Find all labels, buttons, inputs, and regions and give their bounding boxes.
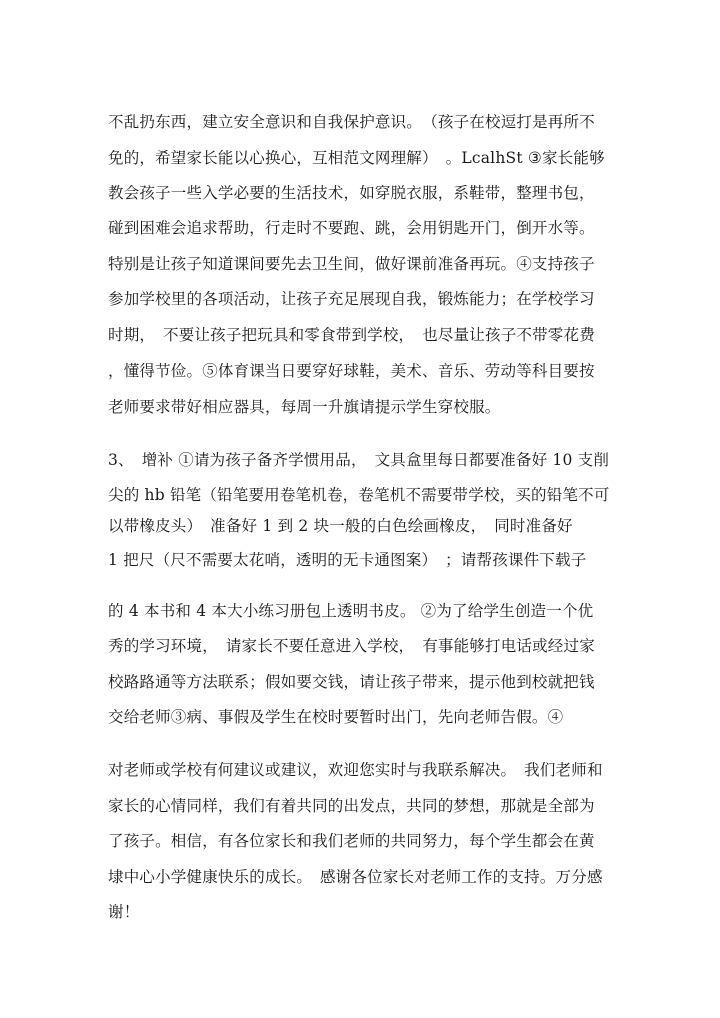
text-line: 不乱扔东西，建立安全意识和自我保护意识。 （孩子在校逗打是再所不 (108, 113, 595, 131)
text-line: 秀的学习环境， 请家长不要任意进入学校， 有事能够打电话或经过家 (108, 637, 595, 655)
text-line: 家长的心情同样，我们有着共同的出发点，共同的梦想，那就是全部为 (108, 797, 595, 815)
text-line: 教会孩子一些入学必要的生活技术，如穿脱衣服，系鞋带，整理书包， (108, 184, 595, 202)
text-line: 交给老师③病、事假及学生在校时要暂时出门，先向老师告假。④ (108, 708, 564, 726)
text-line: 免的，希望家长能以心换心，互相范文网理解） 。LcalhSt ③家长能够 (108, 149, 605, 167)
text-line: 的 4 本书和 4 本大小练习册包上透明书皮。 ②为了给学生创造一个优 (108, 602, 594, 620)
text-line: 老师要求带好相应器具，每周一升旗请提示学生穿校服。 (108, 398, 501, 416)
text-line: 对老师或学校有何建议或建议，欢迎您实时与我联系解决。 我们老师和 (108, 761, 603, 779)
text-line: 谢！ (108, 903, 140, 921)
text-line: 3、 增补 ①请为孩子备齐学惯用品， 文具盒里每日都要准备好 10 支削 (108, 451, 610, 469)
text-line: 参加学校里的各项活动，让孩子充足展现自我，锻炼能力；在学校学习 (108, 290, 595, 308)
text-line: 了孩子。相信，有各位家长和我们老师的共同努力，每个学生都会在黄 (108, 832, 595, 850)
text-line: 碰到困难会追求帮助，行走时不要跑、跳，会用钥匙开门，倒开水等。 (108, 219, 595, 237)
text-line: 尖的 hb 铅笔（铅笔要用卷笔机卷，卷笔机不需要带学校，买的铅笔不可 (108, 486, 610, 504)
text-line: 特别是让孩子知道课间要先去卫生间，做好课前准备再玩。④支持孩子 (108, 255, 595, 273)
text-line: 校路路通等方法联系；假如要交钱，请让孩子带来，提示他到校就把钱 (108, 673, 595, 691)
text-line: 时期， 不要让孩子把玩具和零食带到学校， 也尽量让孩子不带零花费 (108, 326, 595, 344)
text-line: 以带橡皮头） 准备好 1 到 2 块一般的白色绘画橡皮， 同时准备好 (108, 517, 573, 535)
text-line: 埭中心小学健康快乐的成长。 感谢各位家长对老师工作的支持。万分感 (108, 868, 603, 886)
text-line: 1 把尺（尺不需要太花哨，透明的无卡通图案） ；请帮孩课件下载子 (108, 551, 587, 569)
text-line: ，懂得节俭。⑤体育课当日要穿好球鞋，美术、音乐、劳动等科目要按 (108, 362, 595, 380)
